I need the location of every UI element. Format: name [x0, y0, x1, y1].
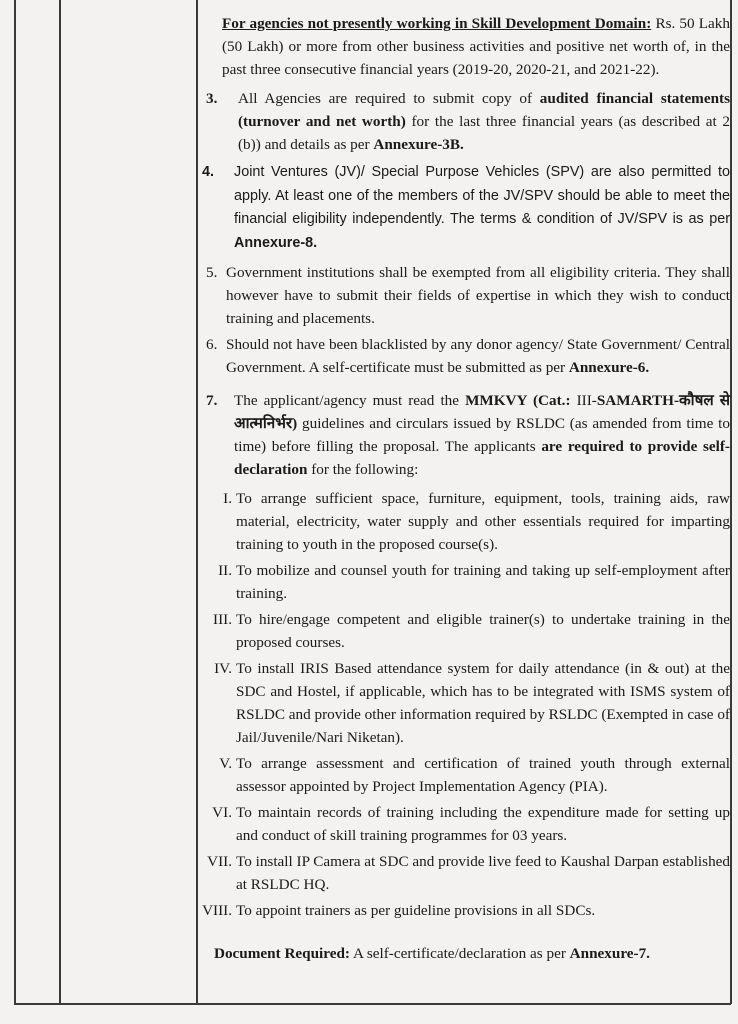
- subitem-6: VI. To maintain records of training including the expenditure made for setting up and conduct of skill training programmes for 03 years.: [212, 804, 730, 844]
- self-declaration-list: [196, 487, 730, 922]
- table-column-divider-1: [59, 0, 61, 1004]
- item-7: 7. The applicant/agency must read the MMKVY (Cat.: III-SAMARTH-कौषल से आत्मनिर्भर) guidelines and circulars issued by RSLDC (as amended from time to time) before filling the proposal. The applicants are required to provide self-declaration for the following:: [196, 389, 730, 481]
- item-5: 5. Government institutions shall be exempted from all eligibility criteria. They shall however have to submit their fields of expertise in which they wish to conduct training and placements.: [196, 261, 730, 330]
- subitem-3: III. To hire/engage competent and eligible trainer(s) to undertake training in the proposed courses.: [213, 611, 730, 651]
- item-4-number: 4.: [202, 164, 215, 180]
- subitem-4: IV. To install IRIS Based attendance system for daily attendance (in & out) at the SDC and Hostel, if applicable, which has to be integrated with ISMS system of RSLDC and provide other information required by RSLDC (Exempted in case of Jail/Juvenile/Nari Niketan).: [214, 660, 730, 746]
- document-required-label: Document Required:: [214, 945, 350, 962]
- subitem-5: V. To arrange assessment and certification of trained youth through external assessor appointed by Project Implementation Agency (PIA).: [219, 755, 730, 795]
- item-6: 6. Should not have been blacklisted by any donor agency/ State Government/ Central Government. A self-certificate must be submitted as per Annexure-6.: [196, 333, 730, 379]
- intro-heading: For agencies not presently working in Skill Development Domain:: [222, 15, 652, 32]
- intro-paragraph: [196, 12, 730, 81]
- eligibility-content: [196, 12, 730, 965]
- item-5-number: 5.: [206, 264, 218, 281]
- item-3: 3. All Agencies are required to submit copy of audited financial statements (turnover and net worth) for the last three financial years (as described at 2 (b)) and details as per Annexure-3B.: [196, 87, 730, 156]
- table-border-right: [730, 0, 732, 1004]
- item-4: 4. Joint Ventures (JV)/ Special Purpose Vehicles (SPV) are also permitted to apply. At least one of the members of the JV/SPV should be able to meet the financial eligibility independently. The terms & condition of JV/SPV is as per Annexure-8.: [196, 161, 730, 255]
- subitem-2: II. To mobilize and counsel youth for training and taking up self-employment after training.: [218, 562, 730, 602]
- subitem-8: VIII. To appoint trainers as per guideline provisions in all SDCs.: [202, 902, 596, 919]
- item-7-number: 7.: [206, 392, 218, 409]
- subitem-7: VII. To install IP Camera at SDC and provide live feed to Kaushal Darpan established at RSLDC HQ.: [207, 853, 730, 893]
- table-border-bottom: [14, 1003, 731, 1005]
- item-6-number: 6.: [206, 336, 218, 353]
- intro-text: Rs. 50 Lakh (50 Lakh) or more from other business activities and positive net worth of, in the past three consecutive financial years (2019-20, 2020-21, and 2021-22).: [222, 15, 730, 78]
- table-border-left: [14, 0, 16, 1004]
- item-3-number: 3.: [206, 90, 218, 107]
- document-required: Document Required: A self-certificate/declaration as per Annexure-7.: [214, 945, 650, 962]
- subitem-1: I. To arrange sufficient space, furniture, equipment, tools, training aids, raw material, electricity, water supply and other essentials required for imparting training to youth in the proposed course(s).: [223, 490, 730, 553]
